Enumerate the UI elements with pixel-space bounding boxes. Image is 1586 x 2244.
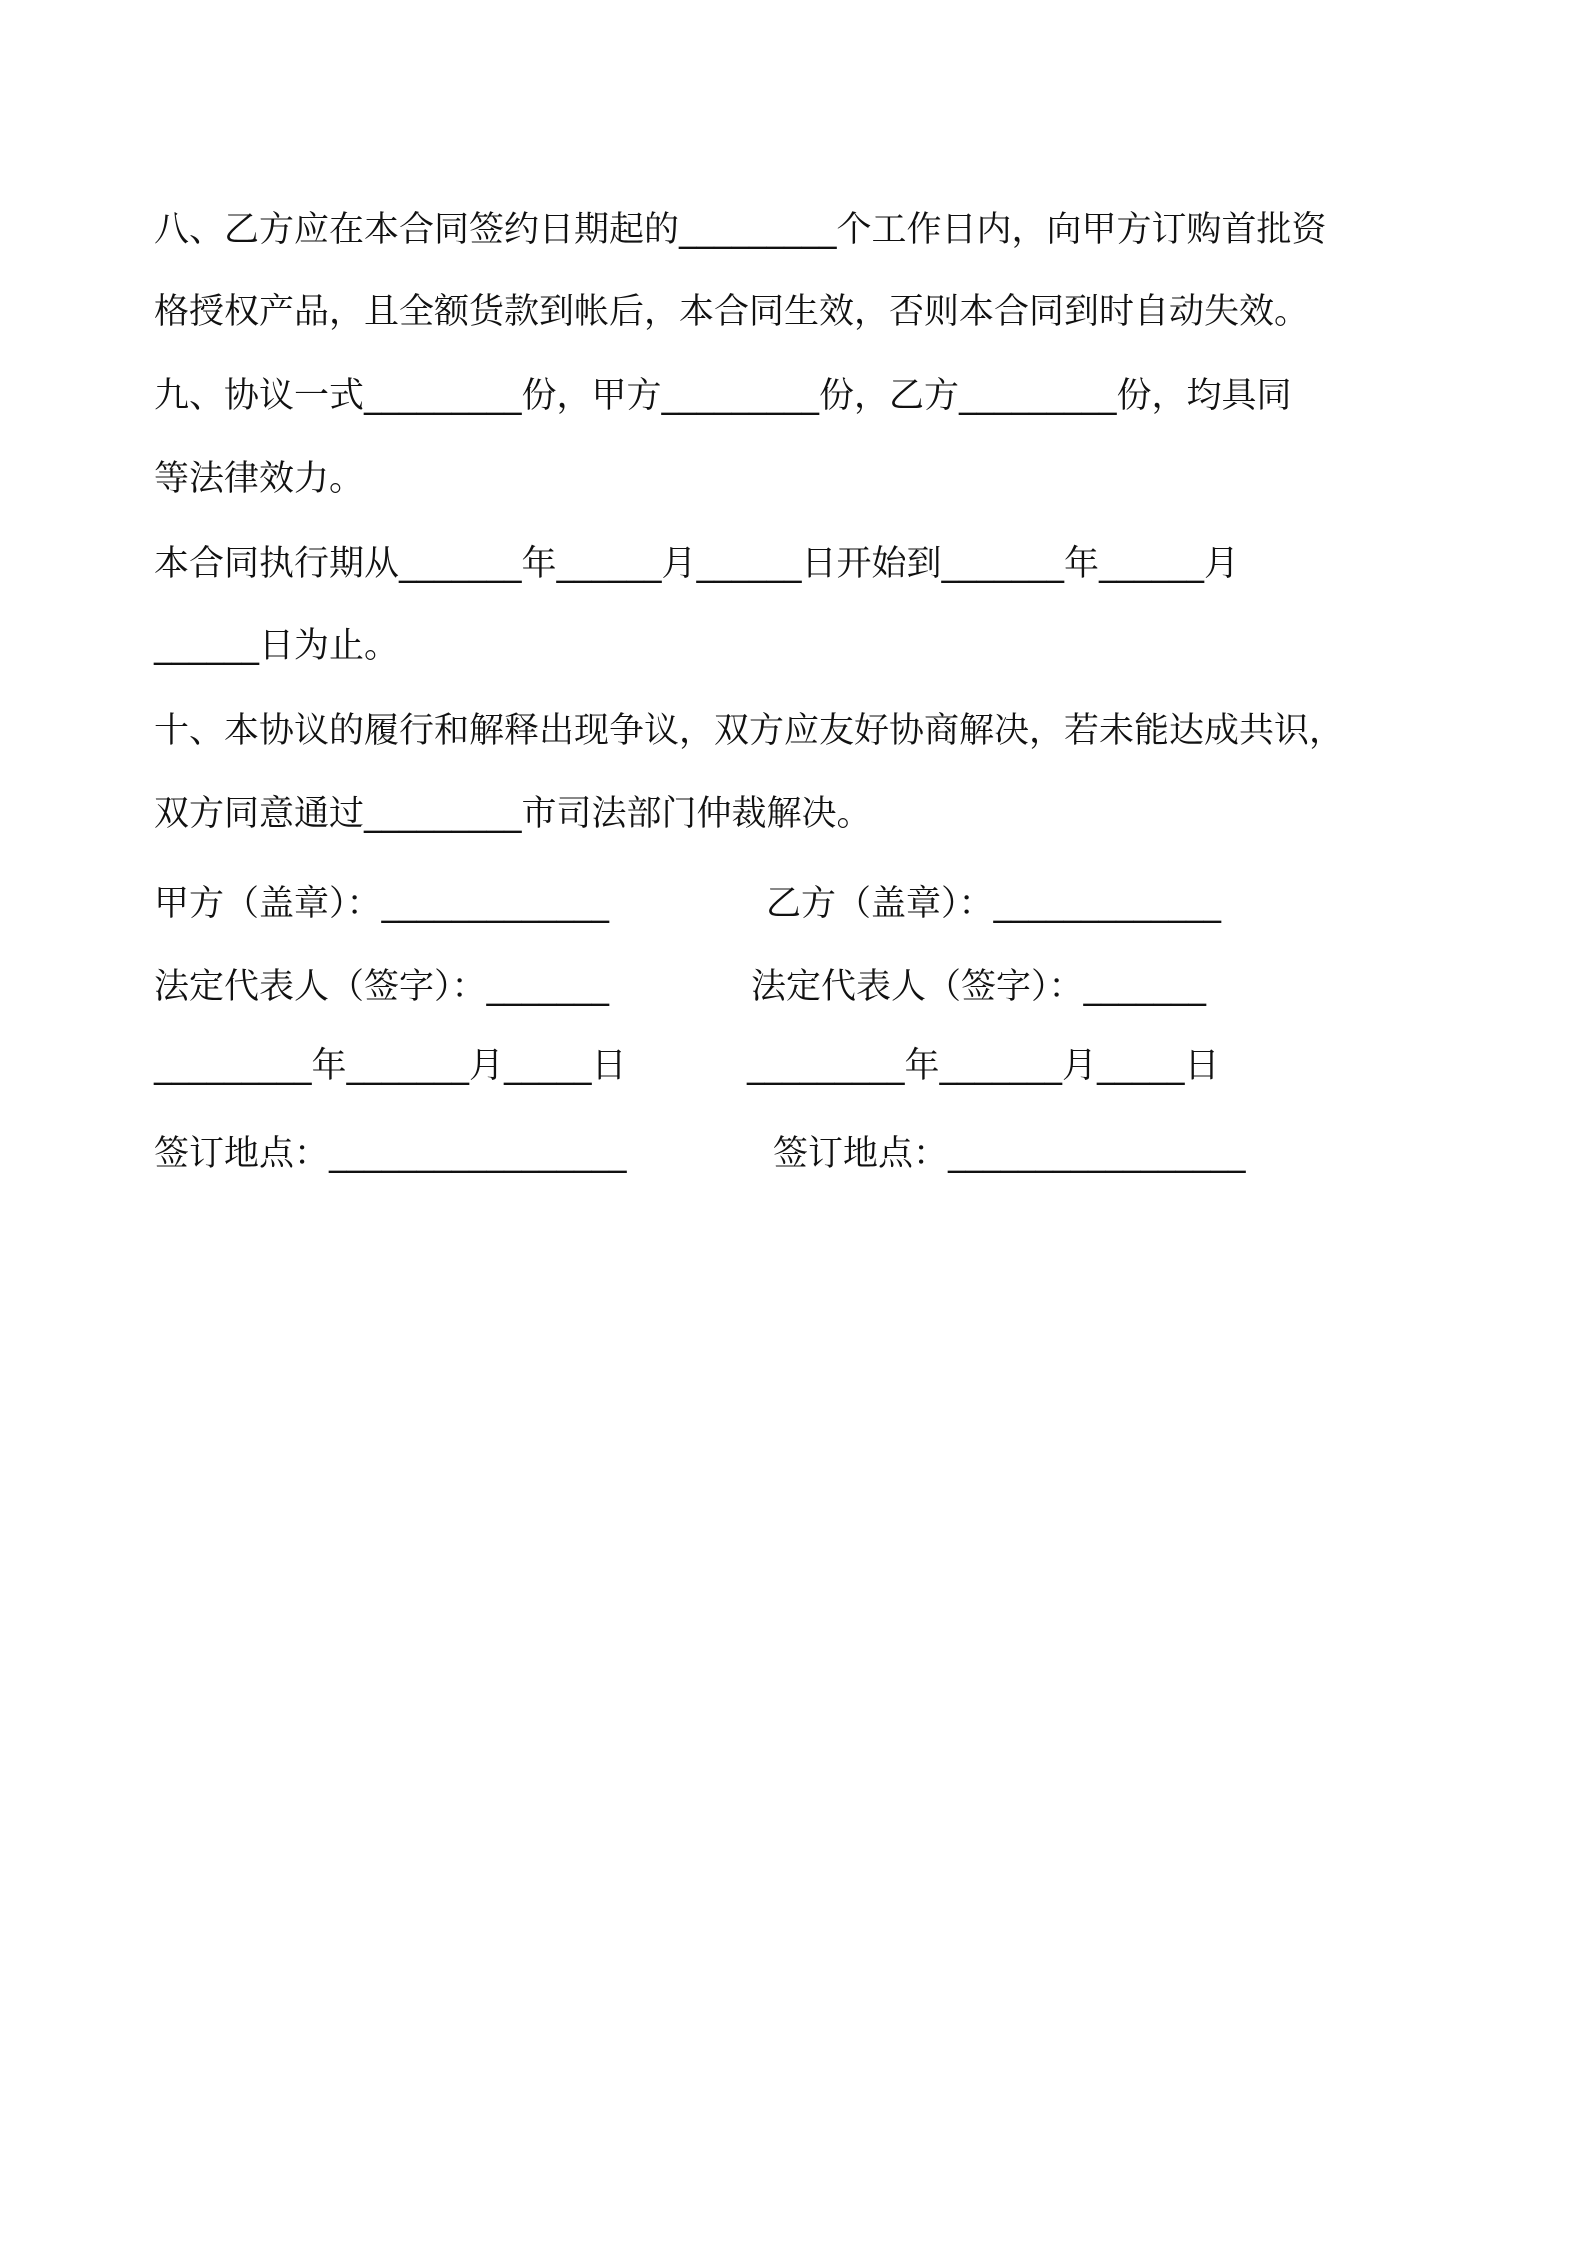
clause-9-line-1: 九、协议一式_________份，甲方_________份，乙方_________份，均具同	[154, 376, 1292, 416]
party-a-representative: 法定代表人（签字）：_______	[154, 967, 610, 1007]
party-a-date: _________年_______月_____日	[154, 1046, 627, 1086]
clause-8-line-2: 格授权产品，且全额货款到帐后，本合同生效，否则本合同到时自动失效。	[154, 292, 1310, 332]
party-b-seal: 乙方（盖章）：_____________	[766, 884, 1222, 924]
clause-10-line-2: 双方同意通过_________市司法部门仲裁解决。	[154, 794, 872, 834]
party-a-place: 签订地点：_________________	[154, 1134, 627, 1174]
clause-9-line-2: 等法律效力。	[154, 459, 365, 499]
party-b-representative: 法定代表人（签字）：_______	[751, 967, 1207, 1007]
term-line-2: ______日为止。	[154, 626, 400, 666]
party-a-seal: 甲方（盖章）：_____________	[154, 884, 610, 924]
term-line-1: 本合同执行期从_______年______月______日开始到_______年______月	[154, 544, 1240, 584]
clause-8-line-1: 八、乙方应在本合同签约日期起的_________个工作日内，向甲方订购首批资	[154, 210, 1327, 250]
clause-10-line-1: 十、本协议的履行和解释出现争议，双方应友好协商解决，若未能达成共识，	[154, 711, 1345, 751]
party-b-place: 签订地点：_________________	[773, 1134, 1246, 1174]
party-b-date: _________年_______月_____日	[747, 1046, 1220, 1086]
